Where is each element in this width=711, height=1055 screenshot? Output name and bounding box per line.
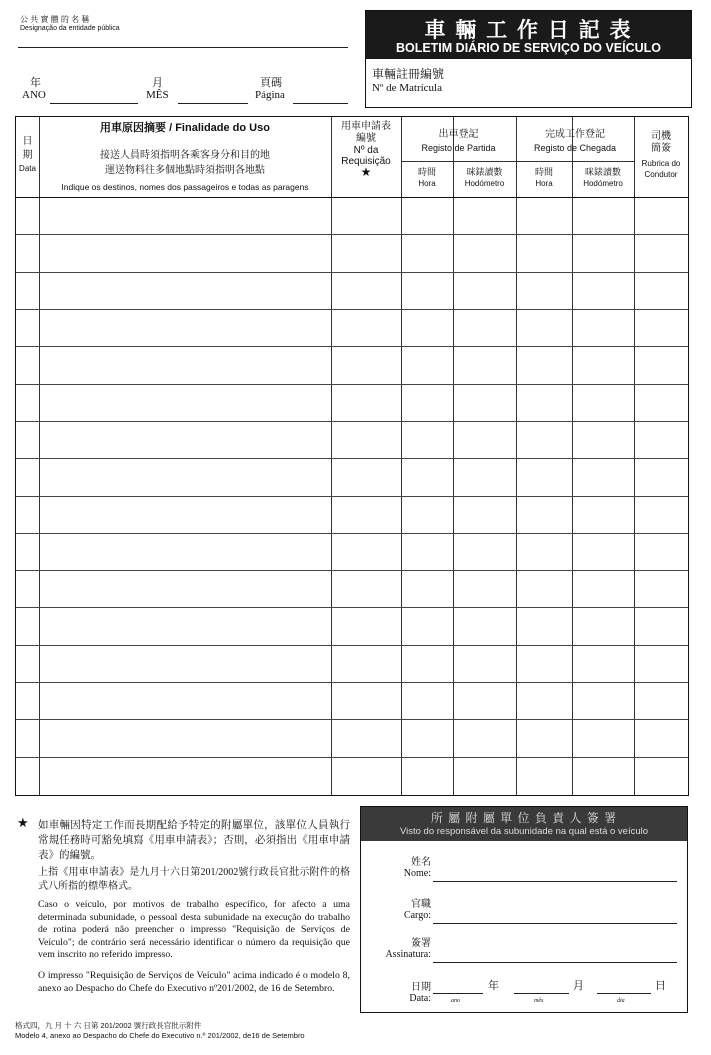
note-pt-1: Caso o veículo, por motivos de trabalho específico, for afecto a uma determinada subunidade, o pessoal desta subunidade na execução do trabalho de rotina poderá não preencher o impresso "Requisição de Serviços de Veículo"; de contrário será necessário identificar o número da requisição que vem inscrito no referido impresso. [38, 899, 350, 960]
table-cell[interactable] [634, 683, 688, 720]
table-cell[interactable] [453, 683, 516, 720]
page-label-pt: Página [255, 89, 285, 101]
table-cell[interactable] [516, 497, 572, 534]
table-cell[interactable] [16, 235, 39, 272]
table-cell[interactable] [401, 534, 453, 571]
table-row [16, 719, 688, 757]
year-field[interactable] [50, 103, 138, 104]
table-cell[interactable] [634, 720, 688, 757]
note-pt-2: O impresso "Requisição de Serviços de Veículo" acima indicado é o modelo 8, anexo ao Despacho do Chefe do Executivo nº201/2002, de 16 de Setembro. [38, 970, 350, 994]
table-cell[interactable] [634, 646, 688, 683]
table-cell[interactable] [16, 608, 39, 645]
date-day-zh: 日 [655, 980, 666, 992]
table-cell[interactable] [572, 720, 634, 757]
table-cell[interactable] [453, 497, 516, 534]
table-cell[interactable] [572, 235, 634, 272]
table-cell[interactable] [331, 310, 401, 347]
table-cell[interactable] [331, 646, 401, 683]
table-cell[interactable] [572, 347, 634, 384]
table-cell[interactable] [572, 571, 634, 608]
table-cell[interactable] [39, 385, 331, 422]
name-label-zh: 姓名 [411, 857, 431, 868]
table-cell[interactable] [39, 720, 331, 757]
post-label-zh: 官職 [411, 899, 431, 910]
table-cell[interactable] [331, 720, 401, 757]
table-cell[interactable] [572, 608, 634, 645]
table-cell[interactable] [39, 422, 331, 459]
table-cell[interactable] [16, 385, 39, 422]
table-cell[interactable] [16, 571, 39, 608]
month-label-pt: MÊS [146, 89, 169, 101]
table-cell[interactable] [453, 571, 516, 608]
table-cell[interactable] [331, 571, 401, 608]
table-cell[interactable] [572, 385, 634, 422]
approval-title-zh: 所 屬 附 屬 單 位 負 責 人 簽 署 [430, 811, 618, 825]
table-cell[interactable] [516, 310, 572, 347]
date-year-zh: 年 [488, 980, 499, 992]
table-cell[interactable] [572, 310, 634, 347]
table-cell[interactable] [453, 197, 516, 234]
table-cell[interactable] [516, 422, 572, 459]
table-cell[interactable] [16, 758, 39, 795]
table-cell[interactable] [39, 608, 331, 645]
table-cell[interactable] [16, 273, 39, 310]
title-box [365, 10, 692, 108]
table-cell[interactable] [453, 720, 516, 757]
departure-odo-zh: 咪錶讀數 [466, 167, 503, 177]
table-cell[interactable] [572, 197, 634, 234]
table-cell[interactable] [331, 235, 401, 272]
table-row [16, 421, 688, 459]
table-cell[interactable] [572, 683, 634, 720]
req-header-zh: 用車申請表編號 [341, 121, 391, 144]
table-cell[interactable] [516, 347, 572, 384]
table-row [16, 533, 688, 571]
month-label-zh: 月 [152, 77, 163, 89]
req-header-star: ★ [360, 165, 372, 179]
table-cell[interactable] [516, 197, 572, 234]
footer-zh: 格式四，九 月 十 六 日第 201/2002 號行政長官批示附件 [15, 1021, 202, 1030]
table-cell[interactable] [39, 646, 331, 683]
table-cell[interactable] [401, 347, 453, 384]
table-cell[interactable] [401, 758, 453, 795]
date-header-zh: 日期 [22, 136, 33, 161]
purpose-header-pt: Indique os destinos, nomes dos passageiros e todas as paragens [61, 182, 309, 192]
name-label-pt: Nome: [403, 868, 431, 879]
table-cell[interactable] [39, 459, 331, 496]
entity-label-pt: Designação da entidade pública [20, 25, 120, 32]
table-row [16, 384, 688, 422]
note-zh-2: 上指《用車申請表》是九月十六日第201/2002號行政長官批示附件的格式八所指的標準格式。 [38, 867, 350, 892]
table-cell[interactable] [331, 534, 401, 571]
table-cell[interactable] [39, 197, 331, 234]
table-cell[interactable] [453, 758, 516, 795]
table-cell[interactable] [401, 310, 453, 347]
approval-box [360, 806, 688, 1013]
table-cell[interactable] [634, 385, 688, 422]
table-cell[interactable] [401, 459, 453, 496]
footer-pt: Modelo 4, anexo ao Despacho do Chefe do Executivo n.º 201/2002, de16 de Setembro [15, 1031, 305, 1040]
approval-band [361, 807, 687, 841]
table-cell[interactable] [516, 385, 572, 422]
table-cell[interactable] [634, 347, 688, 384]
table-cell[interactable] [516, 273, 572, 310]
title-zh: 車 輛 工 作 日 記 表 [424, 19, 633, 42]
table-cell[interactable] [39, 571, 331, 608]
date-day-pt: dia [617, 998, 625, 1004]
table-cell[interactable] [331, 758, 401, 795]
purpose-header-zh-1: 接送人員時須指明各乘客身分和目的地 [100, 150, 270, 161]
date-year-pt: ano [451, 998, 460, 1004]
table-cell[interactable] [453, 534, 516, 571]
table-cell[interactable] [634, 235, 688, 272]
date-month-pt: mês [534, 998, 544, 1004]
table-cell[interactable] [453, 347, 516, 384]
table-cell[interactable] [401, 235, 453, 272]
table-cell[interactable] [331, 422, 401, 459]
table-row [16, 496, 688, 534]
date-day-field[interactable] [597, 993, 651, 994]
signature-field[interactable] [433, 962, 677, 963]
table-cell[interactable] [331, 385, 401, 422]
table-cell[interactable] [453, 385, 516, 422]
table-cell[interactable] [16, 534, 39, 571]
table-cell[interactable] [39, 534, 331, 571]
departure-odo-pt: Hodómetro [464, 179, 505, 188]
table-cell[interactable] [401, 720, 453, 757]
table-row [16, 757, 688, 795]
table-cell[interactable] [16, 310, 39, 347]
sign-label-pt: Assinatura: [385, 949, 431, 960]
name-field[interactable] [433, 881, 677, 882]
table-cell[interactable] [516, 571, 572, 608]
table-row [16, 607, 688, 645]
table-cell[interactable] [516, 683, 572, 720]
table-cell[interactable] [634, 197, 688, 234]
table-row [16, 645, 688, 683]
registration-label-pt: Nº de Matrícula [372, 82, 442, 94]
registration-label-zh: 車輛註冊編號 [372, 67, 445, 81]
table-cell[interactable] [16, 720, 39, 757]
table-cell[interactable] [16, 497, 39, 534]
note-star: ★ [17, 815, 29, 830]
table-cell[interactable] [634, 758, 688, 795]
post-label-pt: Cargo: [403, 910, 431, 921]
purpose-header-title: 用車原因摘要 / Finalidade do Uso [100, 122, 270, 134]
table-row [16, 272, 688, 310]
table-cell[interactable] [572, 758, 634, 795]
arrival-header-pt: Registo de Chegada [533, 143, 617, 153]
sign-label-zh: 簽署 [411, 938, 431, 949]
table-cell[interactable] [39, 235, 331, 272]
table-cell[interactable] [401, 683, 453, 720]
table-cell[interactable] [16, 197, 39, 234]
table-row [16, 682, 688, 720]
table-cell[interactable] [453, 235, 516, 272]
table-cell[interactable] [634, 310, 688, 347]
driver-header-pt-2: Condutor [644, 170, 678, 179]
table-cell[interactable] [39, 273, 331, 310]
log-table [15, 116, 689, 796]
month-field[interactable] [178, 103, 248, 104]
table-row [16, 309, 688, 347]
table-cell[interactable] [331, 459, 401, 496]
arrival-header-zh: 完成工作登記 [545, 129, 605, 140]
table-cell[interactable] [331, 273, 401, 310]
table-cell[interactable] [331, 683, 401, 720]
table-cell[interactable] [572, 646, 634, 683]
table-cell[interactable] [634, 608, 688, 645]
table-row [16, 570, 688, 608]
table-cell[interactable] [331, 608, 401, 645]
req-header-pt-1: Nº da [353, 145, 379, 156]
date-year-field[interactable] [433, 993, 483, 994]
table-cell[interactable] [39, 758, 331, 795]
year-label-zh: 年 [30, 77, 41, 89]
table-cell[interactable] [516, 720, 572, 757]
purpose-header-zh-2: 運送物料往多個地點時須指明各地點 [105, 165, 265, 176]
entity-label-zh: 公 共 實 體 的 名 稱 [20, 15, 90, 24]
table-cell[interactable] [401, 608, 453, 645]
arrival-time-pt: Hora [535, 179, 553, 188]
table-cell[interactable] [572, 273, 634, 310]
table-cell[interactable] [401, 497, 453, 534]
date-month-field[interactable] [514, 993, 569, 994]
table-cell[interactable] [516, 534, 572, 571]
arrival-odo-pt: Hodómetro [583, 179, 623, 188]
year-label-pt: ANO [22, 89, 46, 101]
driver-header-pt-1: Rubrica do [641, 159, 681, 168]
table-cell[interactable] [331, 197, 401, 234]
table-cell[interactable] [453, 459, 516, 496]
approval-title-pt: Visto do responsável da subunidade na qual está o veículo [399, 826, 649, 837]
table-cell[interactable] [516, 646, 572, 683]
table-cell[interactable] [572, 422, 634, 459]
note-zh-1: 如車輛因特定工作而長期配給予特定的附屬單位，該單位人員執行常規任務時可豁免填寫《用車申請表》；否則，必須指出《用車申請表》的編號。 [38, 820, 350, 861]
table-cell[interactable] [572, 459, 634, 496]
table-cell[interactable] [16, 347, 39, 384]
table-row [16, 346, 688, 384]
table-cell[interactable] [516, 608, 572, 645]
table-cell[interactable] [331, 497, 401, 534]
departure-header-zh: 出車登記 [438, 129, 479, 140]
table-cell[interactable] [634, 534, 688, 571]
table-cell[interactable] [453, 608, 516, 645]
table-row [16, 234, 688, 272]
date-label-zh: 日期 [411, 982, 431, 993]
table-cell[interactable] [39, 683, 331, 720]
table-cell[interactable] [16, 683, 39, 720]
table-cell[interactable] [634, 273, 688, 310]
post-field[interactable] [433, 923, 677, 924]
page-field[interactable] [293, 103, 348, 104]
table-cell[interactable] [453, 646, 516, 683]
table-row [16, 458, 688, 496]
arrival-time-zh: 時間 [534, 167, 553, 177]
table-cell[interactable] [401, 197, 453, 234]
table-cell[interactable] [39, 310, 331, 347]
table-cell[interactable] [634, 459, 688, 496]
table-cell[interactable] [16, 422, 39, 459]
table-cell[interactable] [39, 497, 331, 534]
table-cell[interactable] [516, 235, 572, 272]
table-cell[interactable] [572, 497, 634, 534]
table-cell[interactable] [16, 459, 39, 496]
table-cell[interactable] [401, 385, 453, 422]
req-header-pt-2: Requisição [341, 156, 391, 167]
table-cell[interactable] [331, 347, 401, 384]
date-header-pt: Data [19, 164, 36, 173]
table-cell[interactable] [16, 646, 39, 683]
title-pt: BOLETIM DIÁRIO DE SERVIÇO DO VEÍCULO [395, 41, 662, 55]
table-cell[interactable] [453, 273, 516, 310]
date-month-zh: 月 [573, 980, 584, 992]
title-band [366, 11, 691, 59]
table-cell[interactable] [39, 347, 331, 384]
table-cell[interactable] [634, 422, 688, 459]
table-cell[interactable] [516, 758, 572, 795]
date-label-pt: Data: [409, 993, 431, 1004]
table-cell[interactable] [516, 459, 572, 496]
table-cell[interactable] [401, 273, 453, 310]
table-cell[interactable] [401, 571, 453, 608]
table-cell[interactable] [453, 422, 516, 459]
table-cell[interactable] [572, 534, 634, 571]
table-cell[interactable] [401, 646, 453, 683]
entity-name-field[interactable] [18, 47, 348, 48]
table-cell[interactable] [634, 571, 688, 608]
driver-header-zh: 司機簡簽 [651, 131, 671, 154]
arrival-odo-zh: 咪錶讀數 [584, 167, 621, 177]
departure-time-pt: Hora [418, 179, 436, 188]
table-cell[interactable] [634, 497, 688, 534]
page-label-zh: 頁碼 [260, 77, 282, 89]
departure-header-pt: Registo de Partida [421, 143, 496, 153]
departure-time-zh: 時間 [417, 167, 436, 177]
table-row [16, 197, 688, 234]
table-cell[interactable] [401, 422, 453, 459]
table-cell[interactable] [453, 310, 516, 347]
